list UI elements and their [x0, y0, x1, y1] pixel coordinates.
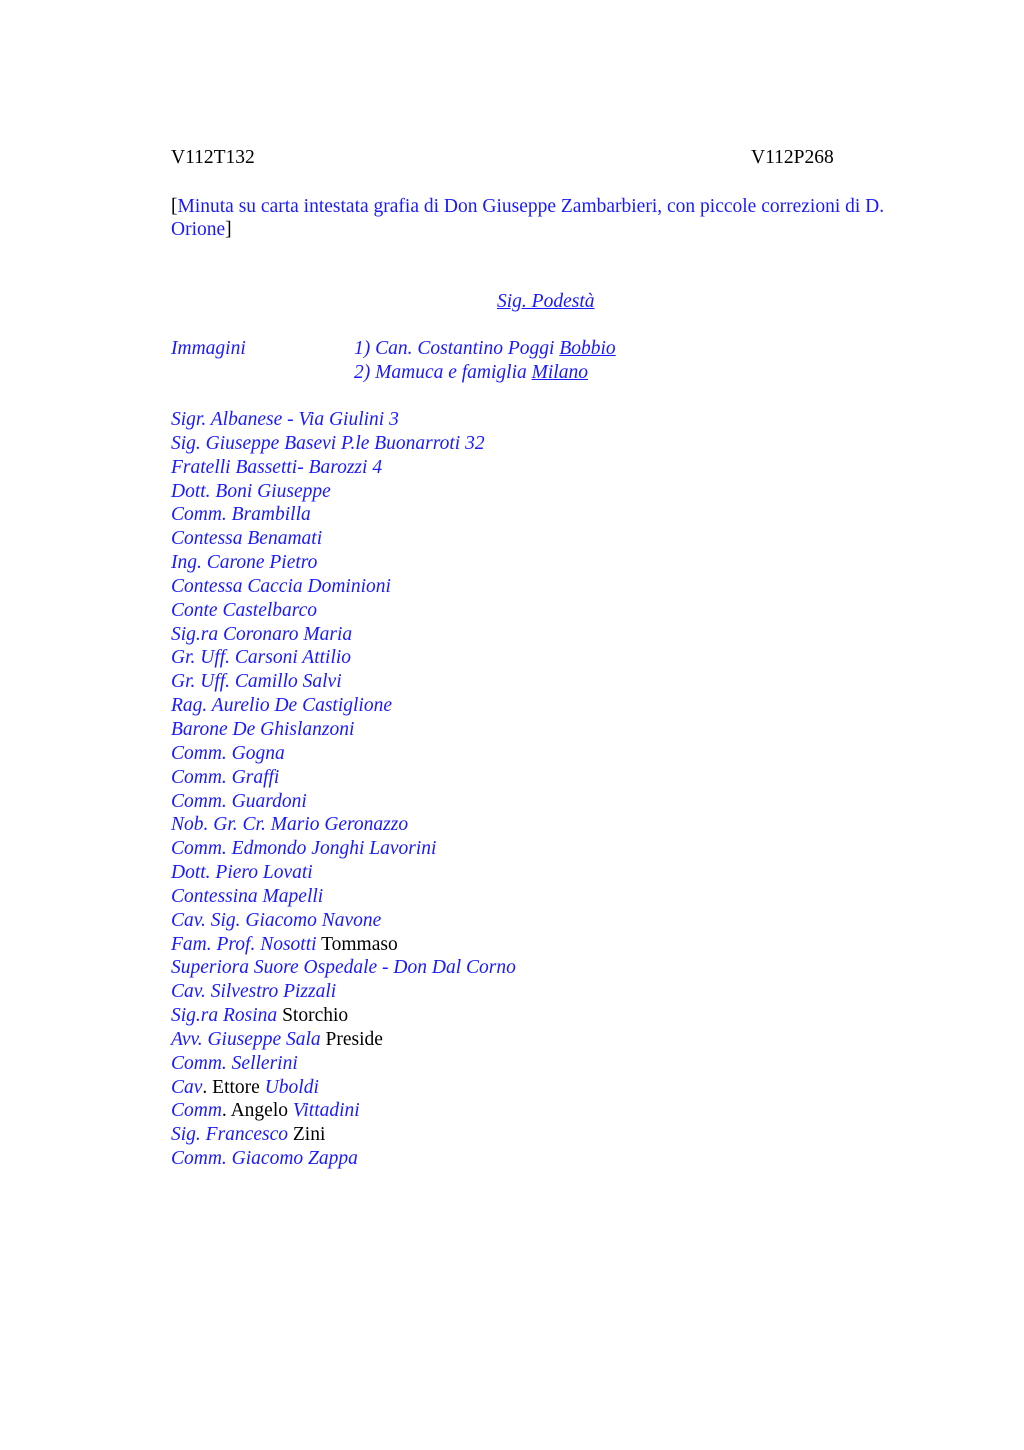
recipient-text: Comm — [171, 1100, 222, 1122]
immagini-place: Bobbio — [559, 338, 616, 359]
recipient-correction: Preside — [320, 1028, 383, 1050]
recipient-correction: Tommaso — [316, 933, 398, 955]
recipient-item — [171, 432, 516, 456]
recipient-text: Comm. Guardoni — [171, 790, 307, 812]
recipient-item — [171, 909, 516, 933]
immagini-item: 2) Mamuca e famiglia Milano — [354, 362, 588, 383]
recipient-text: Contessa Caccia Dominioni — [171, 575, 391, 597]
recipient-correction: . Angelo — [221, 1100, 293, 1122]
recipient-item — [171, 623, 516, 647]
recipient-item — [171, 718, 516, 742]
immagini-place: Milano — [531, 362, 588, 383]
recipient-list — [171, 408, 516, 1171]
note-open-bracket: [ — [171, 196, 178, 217]
recipient-text: Dott. Piero Lovati — [171, 862, 313, 884]
recipient-text: Avv. Giuseppe Sala — [171, 1028, 321, 1050]
recipient-text: Ing. Carone Pietro — [171, 552, 318, 574]
recipient-text: Sig.ra Coronaro Maria — [171, 623, 353, 645]
editorial-note — [171, 195, 941, 241]
immagini-list — [354, 337, 616, 385]
recipient-text: Gr. Uff. Carsoni Attilio — [171, 647, 352, 669]
recipient-text: Cav. Sig. Giacomo Navone — [171, 909, 382, 931]
recipient-item — [171, 575, 516, 599]
recipient-text: Comm. Giacomo Zappa — [171, 1148, 358, 1170]
recipient-text: Cav. Silvestro Pizzali — [171, 981, 337, 1003]
recipient-text: Comm. Edmondo Jonghi Lavorini — [171, 838, 437, 860]
recipient-item — [171, 861, 516, 885]
recipient-item — [171, 933, 516, 957]
recipient-text: Gr. Uff. Camillo Salvi — [171, 671, 342, 693]
recipient-item — [171, 766, 516, 790]
recipient-item — [171, 646, 516, 670]
immagini-label: Immagini — [171, 338, 246, 359]
recipient-item — [171, 599, 516, 623]
recipient-item — [171, 527, 516, 551]
recipient-text: Cav — [171, 1076, 203, 1098]
recipient-item — [171, 1028, 516, 1052]
recipient-item — [171, 480, 516, 504]
recipient-text: Sig. Francesco — [171, 1124, 288, 1146]
recipient-text: Comm. Graffi — [171, 766, 280, 788]
recipient-item — [171, 742, 516, 766]
recipient-text: Barone De Ghislanzoni — [171, 718, 355, 740]
letter-title: Sig. Podestà — [497, 291, 595, 312]
recipient-text: Conte Castelbarco — [171, 599, 318, 621]
recipient-text: Contessina Mapelli — [171, 885, 324, 907]
recipient-item — [171, 551, 516, 575]
recipient-text: Comm. Gogna — [171, 742, 285, 764]
recipient-item — [171, 456, 516, 480]
recipient-text: Nob. Gr. Cr. Mario Geronazzo — [171, 814, 409, 836]
recipient-item — [171, 837, 516, 861]
recipient-item — [171, 1004, 516, 1028]
note-text: Minuta su carta intestata grafia di Don Giuseppe Zambarbieri, con piccole correzioni di D. Orione — [171, 196, 885, 240]
recipient-text: Rag. Aurelio De Castiglione — [171, 695, 392, 717]
recipient-text: Comm. Brambilla — [171, 504, 311, 526]
recipient-text: Sig.ra Rosina — [171, 1005, 278, 1027]
recipient-item — [171, 1076, 516, 1100]
recipient-text: Contessa Benamati — [171, 528, 323, 550]
recipient-item — [171, 670, 516, 694]
document-code-left: V112T132 — [171, 147, 255, 168]
recipient-text: Vittadini — [292, 1100, 360, 1122]
recipient-item — [171, 790, 516, 814]
recipient-item — [171, 1099, 516, 1123]
note-close-bracket: ] — [225, 219, 232, 240]
recipient-item — [171, 885, 516, 909]
recipient-item — [171, 1147, 516, 1171]
immagini-item: 1) Can. Costantino Poggi Bobbio — [354, 338, 616, 359]
recipient-correction: Zini — [287, 1124, 326, 1146]
recipient-text: Dott. Boni Giuseppe — [171, 480, 331, 502]
recipient-text: Sig. Giuseppe Basevi P.le Buonarroti 32 — [171, 432, 485, 454]
recipient-item — [171, 408, 516, 432]
recipient-item — [171, 503, 516, 527]
recipient-correction: Storchio — [277, 1005, 349, 1027]
recipient-text: Fam. Prof. Nosotti — [171, 933, 317, 955]
recipient-text: Fratelli Bassetti- Barozzi 4 — [171, 456, 383, 478]
recipient-item — [171, 694, 516, 718]
recipient-item — [171, 980, 516, 1004]
recipient-text: Uboldi — [264, 1076, 319, 1098]
document-code-right: V112P268 — [751, 147, 834, 168]
recipient-text: Superiora Suore Ospedale - Don Dal Corno — [171, 957, 516, 979]
recipient-item — [171, 1123, 516, 1147]
recipient-item — [171, 813, 516, 837]
recipient-text: Sigr. Albanese - Via Giulini 3 — [171, 409, 399, 430]
recipient-item — [171, 1052, 516, 1076]
recipient-text: Comm. Sellerini — [171, 1052, 298, 1074]
recipient-correction: . Ettore — [202, 1076, 265, 1098]
recipient-item — [171, 956, 516, 980]
